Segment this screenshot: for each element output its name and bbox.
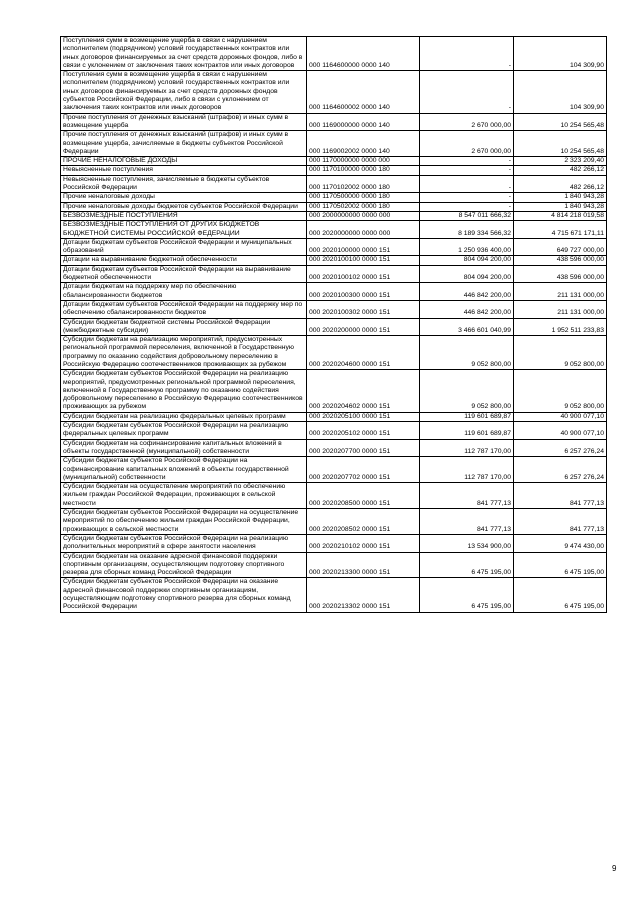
- executed-amount-cell: 1 952 511 233,83: [514, 318, 607, 336]
- table-row: [61, 256, 607, 265]
- executed-amount-cell: 6 475 195,00: [514, 578, 607, 612]
- executed-amount-cell: 1 840 943,28: [514, 193, 607, 202]
- row-name-cell: Субсидии бюджетам бюджетной системы Российской Федерации (межбюджетные субсидии): [61, 318, 307, 336]
- executed-amount-cell: 649 727 000,00: [514, 238, 607, 256]
- row-name-cell: Субсидии бюджетам на реализацию мероприятий, предусмотренных региональной программой переселения, включенной в Государственную программу по оказанию содействия добровольному переселению в Российскую Федерацию соотечественников проживающих за рубежом: [61, 336, 307, 370]
- table-row: [61, 131, 607, 157]
- table-row: [61, 552, 607, 578]
- executed-amount-cell: 211 131 000,00: [514, 300, 607, 318]
- budget-code-cell: 000 2020213302 0000 151: [307, 578, 420, 612]
- row-name-cell: Субсидии бюджетам на софинансирование капитальных вложений в объекты государственной (муниципальной) собственности: [61, 439, 307, 457]
- table-row: [61, 534, 607, 552]
- row-name-cell: Невыясненные поступления, зачисляемые в бюджеты субъектов Российской Федерации: [61, 175, 307, 193]
- budget-code-cell: 000 2000000000 0000 000: [307, 211, 420, 220]
- approved-amount-cell: 6 475 195,00: [420, 552, 514, 578]
- table-row: [61, 265, 607, 283]
- table-row: [61, 283, 607, 301]
- table-row: [61, 300, 607, 318]
- row-name-cell: БЕЗВОЗМЕЗДНЫЕ ПОСТУПЛЕНИЯ ОТ ДРУГИХ БЮДЖЕТОВ БЮДЖЕТНОЙ СИСТЕМЫ РОССИЙСКОЙ ФЕДЕРАЦИИ: [61, 221, 307, 239]
- table-row: [61, 37, 607, 71]
- table-row: [61, 113, 607, 131]
- approved-amount-cell: 119 601 689,87: [420, 412, 514, 421]
- table-body: [61, 37, 607, 613]
- budget-code-cell: 000 2020207700 0000 151: [307, 439, 420, 457]
- executed-amount-cell: 211 131 000,00: [514, 283, 607, 301]
- budget-code-cell: 000 1170502002 0000 180: [307, 202, 420, 211]
- executed-amount-cell: 841 777,13: [514, 483, 607, 509]
- approved-amount-cell: -: [420, 193, 514, 202]
- table-row: [61, 336, 607, 370]
- executed-amount-cell: 4 814 218 019,58: [514, 211, 607, 220]
- table-row: [61, 166, 607, 175]
- executed-amount-cell: 6 257 276,24: [514, 439, 607, 457]
- budget-code-cell: 000 2020208502 0000 151: [307, 509, 420, 535]
- budget-code-cell: 000 2020204600 0000 151: [307, 336, 420, 370]
- budget-code-cell: 000 2020100100 0000 151: [307, 256, 420, 265]
- row-name-cell: Поступления сумм в возмещение ущерба в связи с нарушением исполнителем (подрядчиком) условий государственных контрактов или иных договоров финансируемых за счет средств дорожных фондов субъектов Российской Федерации, либо в связи с уклонением от заключения таких контрактов или иных договоров: [61, 71, 307, 113]
- row-name-cell: Невыясненные поступления: [61, 166, 307, 175]
- approved-amount-cell: 804 094 200,00: [420, 265, 514, 283]
- executed-amount-cell: 9 052 800,00: [514, 336, 607, 370]
- approved-amount-cell: 9 052 800,00: [420, 370, 514, 412]
- table-row: [61, 211, 607, 220]
- table-row: [61, 509, 607, 535]
- table-row: [61, 238, 607, 256]
- table-row: [61, 193, 607, 202]
- row-name-cell: Субсидии бюджетам субъектов Российской Федерации на оказание адресной финансовой поддержки спортивным организациям, осуществляющим подготовку спортивного резерва для сборных команд Российской Федерации: [61, 578, 307, 612]
- approved-amount-cell: -: [420, 37, 514, 71]
- table-row: [61, 202, 607, 211]
- row-name-cell: Субсидии бюджетам субъектов Российской Федерации на реализацию федеральных целевых программ: [61, 422, 307, 440]
- row-name-cell: Субсидии бюджетам на реализацию федеральных целевых программ: [61, 412, 307, 421]
- row-name-cell: Прочие неналоговые доходы: [61, 193, 307, 202]
- budget-code-cell: 000 1169002002 0000 140: [307, 131, 420, 157]
- row-name-cell: Дотации бюджетам на поддержку мер по обеспечению сбалансированности бюджетов: [61, 283, 307, 301]
- approved-amount-cell: 3 466 601 040,99: [420, 318, 514, 336]
- executed-amount-cell: 40 900 077,10: [514, 412, 607, 421]
- row-name-cell: ПРОЧИЕ НЕНАЛОГОВЫЕ ДОХОДЫ: [61, 157, 307, 166]
- budget-code-cell: 000 1170100000 0000 180: [307, 166, 420, 175]
- row-name-cell: Поступления сумм в возмещение ущерба в связи с нарушением исполнителем (подрядчиком) условий государственных контрактов или иных договоров финансируемых за счет средств дорожных фондов, либо в связи с уклонением от заключения таких контрактов или иных договоров: [61, 37, 307, 71]
- budget-code-cell: 000 1169000000 0000 140: [307, 113, 420, 131]
- table-row: [61, 483, 607, 509]
- approved-amount-cell: 9 052 800,00: [420, 336, 514, 370]
- budget-revenue-table: [60, 36, 607, 613]
- budget-code-cell: 000 2020100302 0000 151: [307, 300, 420, 318]
- approved-amount-cell: -: [420, 202, 514, 211]
- row-name-cell: Прочие поступления от денежных взысканий (штрафов) и иных сумм в возмещение ущерба: [61, 113, 307, 131]
- table-row: [61, 175, 607, 193]
- approved-amount-cell: 446 842 200,00: [420, 283, 514, 301]
- approved-amount-cell: 112 787 170,00: [420, 457, 514, 483]
- table-row: [61, 439, 607, 457]
- executed-amount-cell: 6 475 195,00: [514, 552, 607, 578]
- table-row: [61, 71, 607, 113]
- row-name-cell: Субсидии бюджетам на осуществление мероприятий по обеспечению жильем граждан Российской Федерации, проживающих в сельской местности: [61, 483, 307, 509]
- approved-amount-cell: 8 189 334 566,32: [420, 221, 514, 239]
- executed-amount-cell: 841 777,13: [514, 509, 607, 535]
- table-row: [61, 318, 607, 336]
- budget-code-cell: 000 2020213300 0000 151: [307, 552, 420, 578]
- table-row: [61, 412, 607, 421]
- approved-amount-cell: 446 842 200,00: [420, 300, 514, 318]
- row-name-cell: Субсидии бюджетам субъектов Российской Федерации на реализацию дополнительных мероприятий в сфере занятости населения: [61, 534, 307, 552]
- budget-code-cell: 000 2020204602 0000 151: [307, 370, 420, 412]
- approved-amount-cell: -: [420, 71, 514, 113]
- row-name-cell: Прочие поступления от денежных взысканий (штрафов) и иных сумм в возмещение ущерба, зачисляемые в бюджеты субъектов Российской Федерации: [61, 131, 307, 157]
- table-row: [61, 422, 607, 440]
- row-name-cell: Дотации бюджетам субъектов Российской Федерации и муниципальных образований: [61, 238, 307, 256]
- executed-amount-cell: 10 254 565,48: [514, 113, 607, 131]
- approved-amount-cell: -: [420, 157, 514, 166]
- approved-amount-cell: 119 601 689,87: [420, 422, 514, 440]
- executed-amount-cell: 438 596 000,00: [514, 265, 607, 283]
- budget-code-cell: 000 2020205102 0000 151: [307, 422, 420, 440]
- budget-code-cell: 000 2020207702 0000 151: [307, 457, 420, 483]
- row-name-cell: БЕЗВОЗМЕЗДНЫЕ ПОСТУПЛЕНИЯ: [61, 211, 307, 220]
- table-row: [61, 221, 607, 239]
- row-name-cell: Дотации на выравнивание бюджетной обеспеченности: [61, 256, 307, 265]
- executed-amount-cell: 104 309,90: [514, 71, 607, 113]
- row-name-cell: Субсидии бюджетам субъектов Российской Федерации на осуществление мероприятий по обеспечению жильем граждан Российской Федерации, проживающих в сельской местности: [61, 509, 307, 535]
- executed-amount-cell: 9 474 430,00: [514, 534, 607, 552]
- executed-amount-cell: 482 266,12: [514, 166, 607, 175]
- executed-amount-cell: 4 715 671 171,11: [514, 221, 607, 239]
- budget-code-cell: 000 1170500000 0000 180: [307, 193, 420, 202]
- row-name-cell: Субсидии бюджетам субъектов Российской Федерации на реализацию мероприятий, предусмотренных региональной программой переселения, включенной в Государственную программу по оказанию содействия добровольному переселению в Российскую Федерацию соотечественников проживающих за рубежом: [61, 370, 307, 412]
- budget-code-cell: 000 2020000000 0000 000: [307, 221, 420, 239]
- approved-amount-cell: -: [420, 175, 514, 193]
- approved-amount-cell: 1 250 936 400,00: [420, 238, 514, 256]
- executed-amount-cell: 9 052 800,00: [514, 370, 607, 412]
- page-number: 9: [612, 864, 617, 873]
- budget-code-cell: 000 1170000000 0000 000: [307, 157, 420, 166]
- budget-code-cell: 000 2020205100 0000 151: [307, 412, 420, 421]
- executed-amount-cell: 2 323 209,40: [514, 157, 607, 166]
- approved-amount-cell: 804 094 200,00: [420, 256, 514, 265]
- executed-amount-cell: 10 254 565,48: [514, 131, 607, 157]
- budget-code-cell: 000 2020100000 0000 151: [307, 238, 420, 256]
- table-row: [61, 457, 607, 483]
- budget-code-cell: 000 2020210102 0000 151: [307, 534, 420, 552]
- approved-amount-cell: 841 777,13: [420, 509, 514, 535]
- budget-code-cell: 000 1164600000 0000 140: [307, 37, 420, 71]
- approved-amount-cell: 6 475 195,00: [420, 578, 514, 612]
- executed-amount-cell: 40 900 077,10: [514, 422, 607, 440]
- approved-amount-cell: 13 534 900,00: [420, 534, 514, 552]
- budget-code-cell: 000 2020208500 0000 151: [307, 483, 420, 509]
- row-name-cell: Субсидии бюджетам на оказание адресной финансовой поддержки спортивным организациям, осуществляющим подготовку спортивного резерва для сборных команд Российской Федерации: [61, 552, 307, 578]
- budget-code-cell: 000 1170102002 0000 180: [307, 175, 420, 193]
- approved-amount-cell: 8 547 011 666,32: [420, 211, 514, 220]
- approved-amount-cell: 2 670 000,00: [420, 113, 514, 131]
- table-row: [61, 370, 607, 412]
- executed-amount-cell: 482 266,12: [514, 175, 607, 193]
- table-row: [61, 157, 607, 166]
- budget-code-cell: 000 1164600002 0000 140: [307, 71, 420, 113]
- budget-code-cell: 000 2020100102 0000 151: [307, 265, 420, 283]
- row-name-cell: Дотации бюджетам субъектов Российской Федерации на поддержку мер по обеспечению сбалансированности бюджетов: [61, 300, 307, 318]
- budget-code-cell: 000 2020200000 0000 151: [307, 318, 420, 336]
- executed-amount-cell: 6 257 276,24: [514, 457, 607, 483]
- executed-amount-cell: 438 596 000,00: [514, 256, 607, 265]
- executed-amount-cell: 104 309,90: [514, 37, 607, 71]
- approved-amount-cell: 841 777,13: [420, 483, 514, 509]
- executed-amount-cell: 1 840 943,28: [514, 202, 607, 211]
- approved-amount-cell: 2 670 000,00: [420, 131, 514, 157]
- row-name-cell: Прочие неналоговые доходы бюджетов субъектов Российской Федерации: [61, 202, 307, 211]
- approved-amount-cell: -: [420, 166, 514, 175]
- budget-code-cell: 000 2020100300 0000 151: [307, 283, 420, 301]
- row-name-cell: Дотации бюджетам субъектов Российской Федерации на выравнивание бюджетной обеспеченности: [61, 265, 307, 283]
- row-name-cell: Субсидии бюджетам субъектов Российской Федерации на софинансирование капитальных вложений в объекты государственной (муниципальной) собственности: [61, 457, 307, 483]
- table-row: [61, 578, 607, 612]
- approved-amount-cell: 112 787 170,00: [420, 439, 514, 457]
